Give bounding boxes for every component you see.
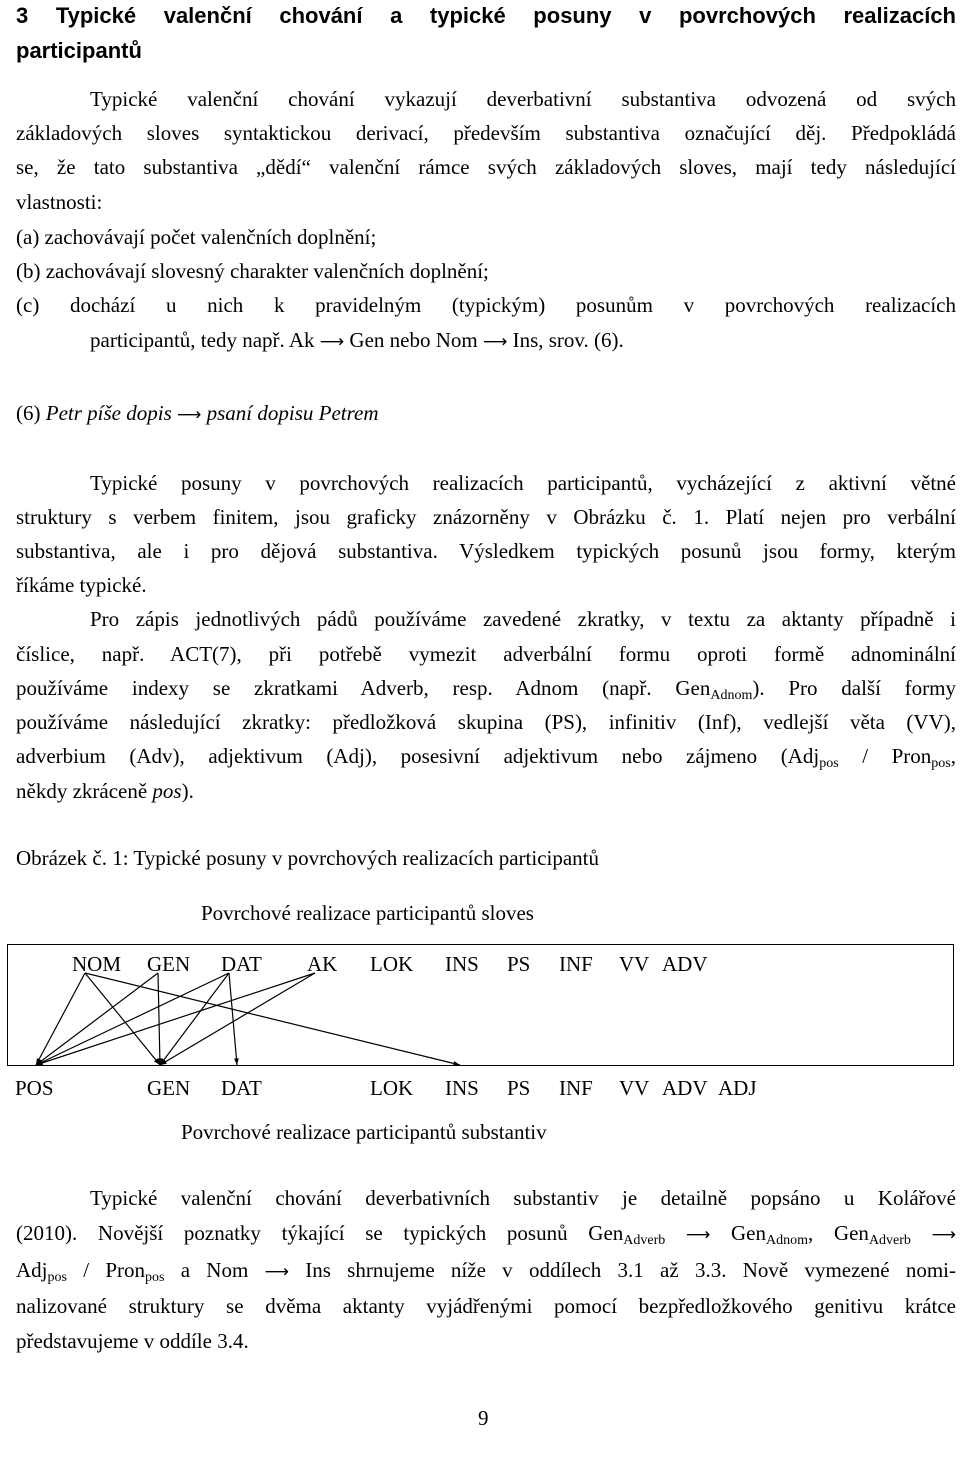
- arrow-right-icon: ⟶: [685, 1225, 711, 1245]
- mapping-line-dat-pos: [36, 973, 229, 1065]
- para4-line4: nalizované struktury se dvěma aktanty vyjádřenými pomocí bezpředložkového genitivu krátce: [16, 1294, 956, 1318]
- example-6: (6) Petr píše dopis ⟶ psaní dopisu Petrem: [16, 401, 379, 425]
- mapping-line-dat-gen: [160, 973, 229, 1065]
- arrowhead-icon: [453, 1061, 460, 1066]
- figure-bottom-title: Povrchové realizace participantů substantiv: [181, 1120, 547, 1144]
- top-label-lok: LOK: [370, 952, 414, 976]
- section-title-line2: participantů: [16, 38, 142, 63]
- top-label-nom: NOM: [72, 952, 122, 976]
- list-item-a: (a) zachovávají počet valenčních doplnění;: [16, 225, 377, 249]
- bottom-label-ins: INS: [445, 1076, 479, 1100]
- top-label-adv: ADV: [662, 952, 708, 976]
- arrow-right-icon: ⟶: [319, 332, 345, 352]
- page-number: 9: [478, 1406, 489, 1430]
- arrow-right-icon: ⟶: [482, 332, 508, 352]
- bottom-label-adj: ADJ: [718, 1076, 757, 1100]
- para4-line1: Typické valenční chování deverbativních substantiv je detailně popsáno u Kolářové: [90, 1186, 956, 1210]
- mapping-line-dat-dat: [229, 973, 237, 1065]
- para3-line3: používáme indexy se zkratkami Adverb, resp. Adnom (např. Gen$_{Adnom}$). Pro další formy: [16, 676, 956, 703]
- top-label-gen: GEN: [147, 952, 191, 976]
- para3-line1: Pro zápis jednotlivých pádů používáme zavedené zkratky, v textu za aktanty případně i: [90, 607, 956, 631]
- para4-line2: (2010). Novější poznatky týkající se typických posunů Gen$_{Adverb}$ ⟶ Gen$_{Adnom}$, Gen$_{Adverb}$ ⟶: [16, 1221, 956, 1248]
- para1-line3: se, že tato substantiva „dědí“ valenční rámce svých základových sloves, mají tedy následující: [16, 155, 956, 179]
- para4-line3: Adj$_{pos}$ / Pron$_{pos}$ a Nom ⟶ Ins shrnujeme níže v oddílech 3.1 až 3.3. Nově vymezené nomi-: [16, 1258, 957, 1285]
- top-label-ak: AK: [307, 952, 338, 976]
- shift-diagram: [7, 944, 954, 1100]
- top-label-ps: PS: [507, 952, 531, 976]
- para3-line4: používáme následující zkratky: předložková skupina (PS), infinitiv (Inf), vedlejší věta (VV),: [16, 710, 956, 734]
- top-label-ins: INS: [445, 952, 479, 976]
- section-title-line1: 3 Typické valenční chování a typické posuny v povrchových realizacích: [16, 3, 956, 28]
- para3-line5: adverbium (Adv), adjektivum (Adj), posesivní adjektivum nebo zájmeno (Adj$_{pos}$ / Pron$_{pos}$,: [16, 744, 956, 771]
- figure-top-title: Povrchové realizace participantů sloves: [201, 901, 534, 925]
- para2-line4: říkáme typické.: [16, 573, 147, 597]
- arrow-right-icon: ⟶: [931, 1225, 956, 1245]
- para2-line3: substantiva, ale i pro dějová substantiva. Výsledkem typických posunů jsou formy, kterým: [16, 539, 956, 563]
- top-label-dat: DAT: [221, 952, 262, 976]
- para2-line1: Typické posuny v povrchových realizacích participantů, vycházející z aktivní větné: [90, 471, 956, 495]
- arrow-right-icon: ⟶: [264, 1262, 289, 1282]
- bottom-label-adv: ADV: [662, 1076, 708, 1100]
- arrow-right-icon: ⟶: [177, 405, 202, 425]
- list-item-b: (b) zachovávají slovesný charakter valenčních doplnění;: [16, 259, 489, 283]
- bottom-label-lok: LOK: [370, 1076, 414, 1100]
- list-item-c-line1: (c) dochází u nich k pravidelným (typickým) posunům v povrchových realizacích: [16, 293, 956, 317]
- bottom-label-vv: VV: [619, 1076, 650, 1100]
- para2-line2: struktury s verbem finitem, jsou graficky znázorněny v Obrázku č. 1. Platí nejen pro verbální: [16, 505, 956, 529]
- list-item-c-line2: participantů, tedy např. Ak ⟶ Gen nebo Nom ⟶ Ins, srov. (6).: [90, 328, 624, 352]
- bottom-label-gen: GEN: [147, 1076, 191, 1100]
- top-label-vv: VV: [619, 952, 650, 976]
- mapping-line-gen-gen: [158, 973, 160, 1065]
- para1-line4: vlastnosti:: [16, 190, 103, 214]
- bottom-label-pos: POS: [15, 1076, 54, 1100]
- para3-line6: někdy zkráceně pos).: [16, 779, 194, 803]
- para4-line5: představujeme v oddíle 3.4.: [16, 1329, 249, 1353]
- bottom-label-ps: PS: [507, 1076, 531, 1100]
- mapping-line-ak-gen: [160, 973, 315, 1065]
- top-label-inf: INF: [559, 952, 593, 976]
- bottom-label-dat: DAT: [221, 1076, 262, 1100]
- para3-line2: číslice, např. ACT(7), při potřebě vymezit adverbální formu oproti formě adnominální: [16, 642, 956, 666]
- figure-caption: Obrázek č. 1: Typické posuny v povrchových realizacích participantů: [16, 846, 600, 870]
- para1-line1: Typické valenční chování vykazují deverbativní substantiva odvozená od svých: [90, 87, 956, 111]
- para1-line2: základových sloves syntaktickou derivací, především substantiva označující děj. Předpokládá: [16, 121, 956, 145]
- bottom-label-inf: INF: [559, 1076, 593, 1100]
